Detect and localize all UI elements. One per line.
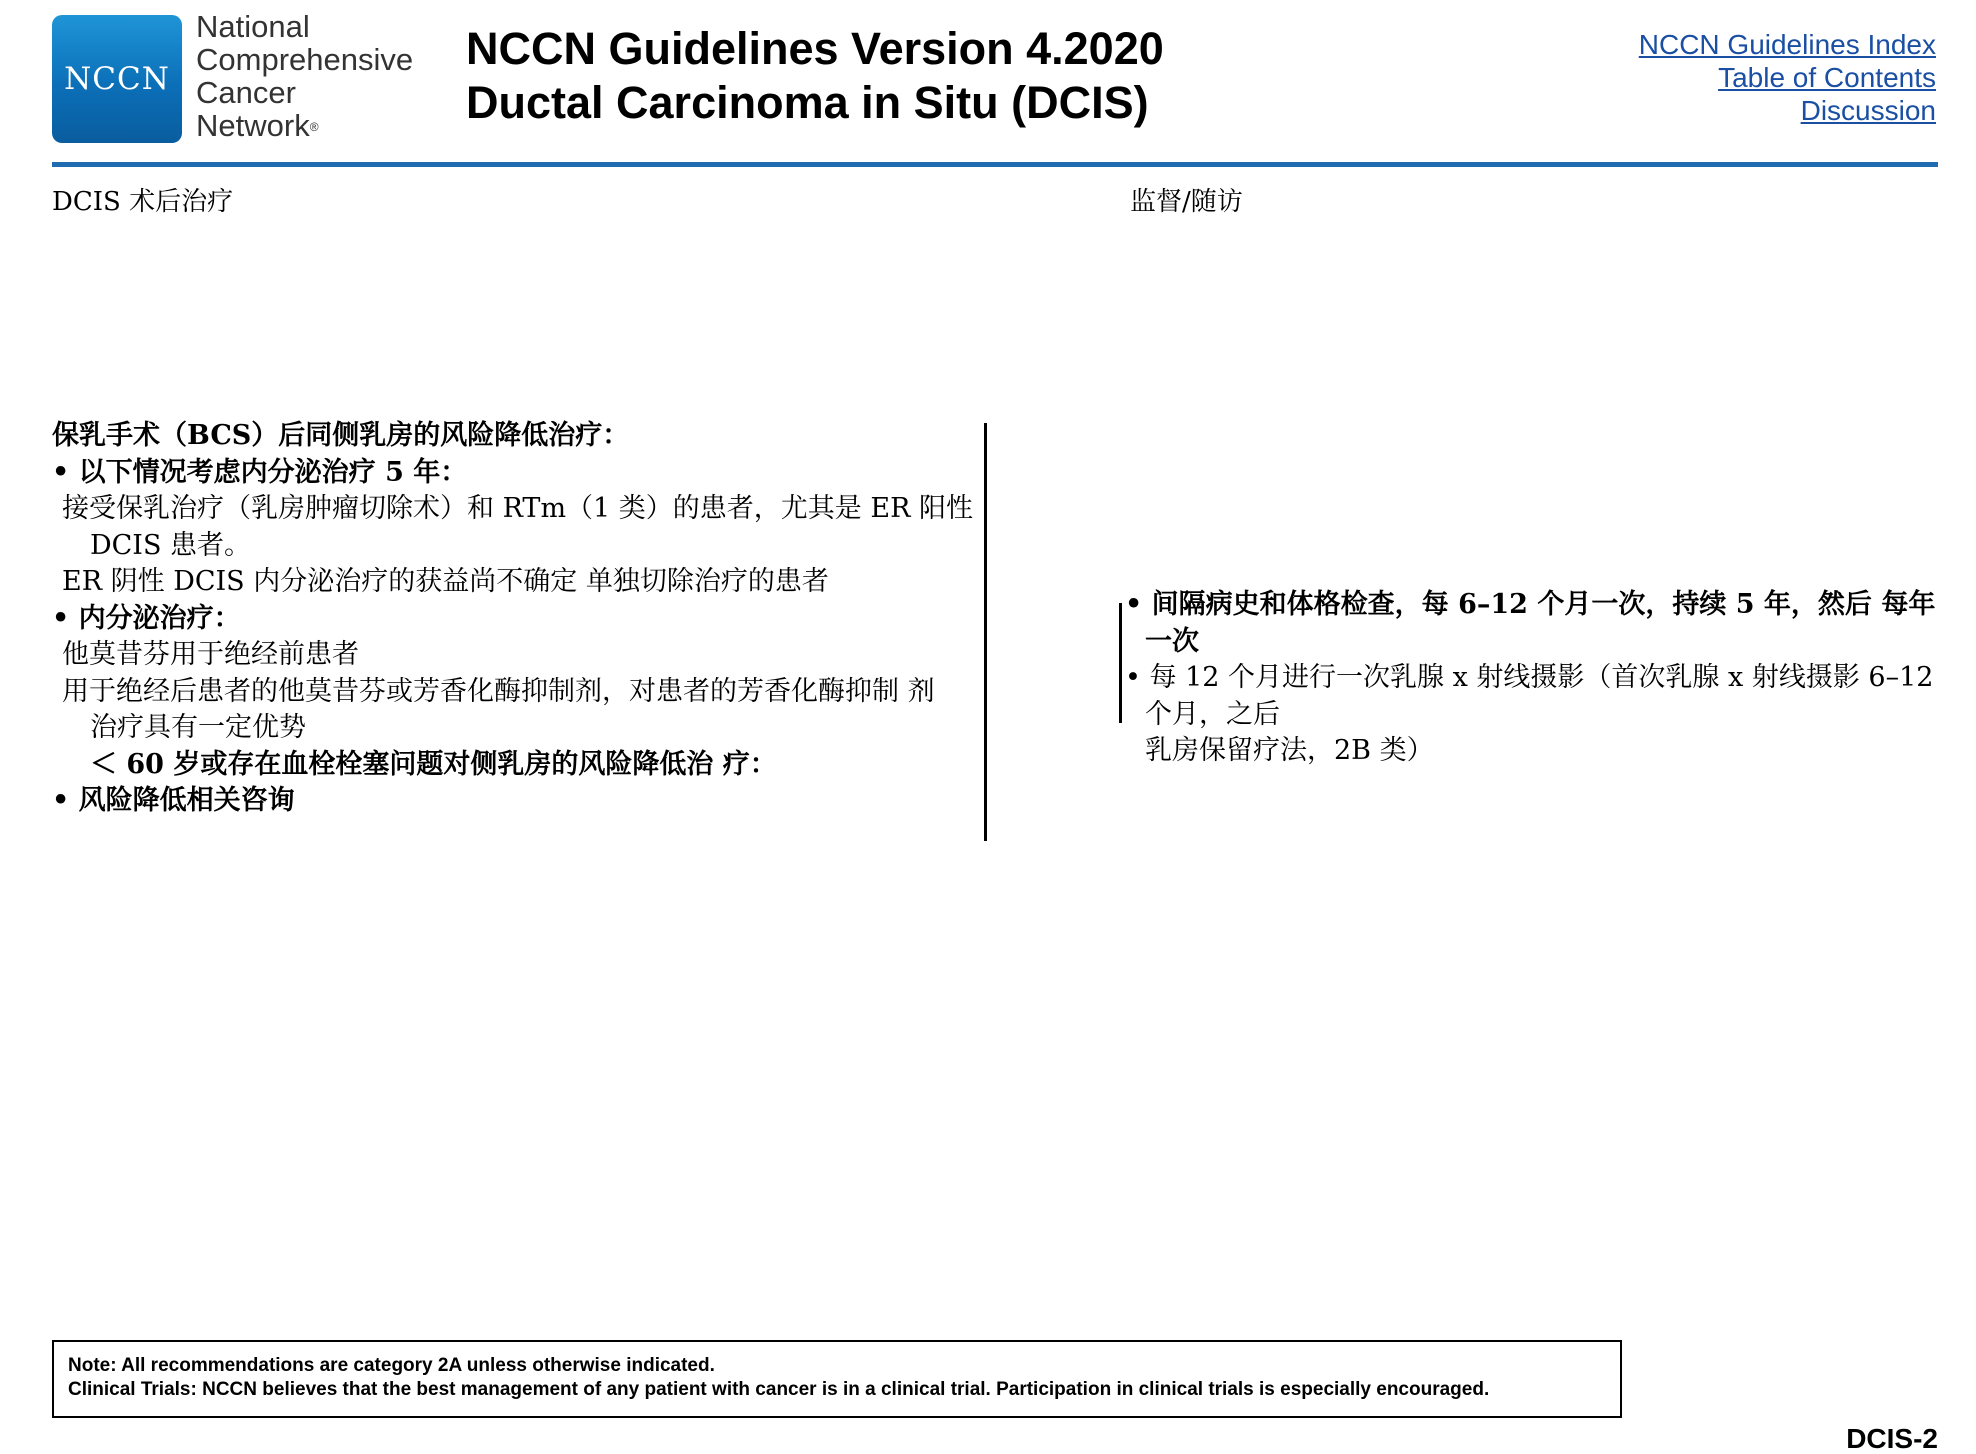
bullet-dot: • — [1125, 589, 1152, 620]
left-column-heading: DCIS 术后治疗 — [52, 187, 234, 217]
logo-text: NCCN — [64, 61, 170, 97]
endocrine-therapy-line-3: 治疗具有一定优势 — [90, 712, 306, 743]
endocrine-5yr-line-1: 接受保乳治疗（乳房肿瘤切除术）和 RTm（1 类）的患者，尤其是 ER 阳性 — [62, 493, 974, 524]
endocrine-5yr-bullet: • 以下情况考虑内分泌治疗 5 年： — [52, 455, 982, 492]
bcs-risk-reduction-heading: 保乳手术（BCS）后同侧乳房的风险降低治疗： — [52, 420, 630, 451]
organization-name — [196, 10, 446, 142]
table-of-contents-link[interactable]: Table of Contents — [1718, 62, 1936, 93]
endocrine-5yr-line-2: DCIS 患者。 — [90, 529, 252, 561]
surveillance-followup — [1125, 587, 1937, 770]
endocrine-therapy-line-4: ＜ 60 岁或存在血栓栓塞问题对侧乳房的风险降低治 疗： — [90, 748, 777, 780]
guidelines-index-link[interactable]: NCCN Guidelines Index — [1638, 29, 1936, 60]
risk-counseling-bullet: • 风险降低相关咨询 — [52, 783, 982, 820]
post-surgery-treatment — [52, 418, 982, 820]
document-title — [466, 22, 1366, 130]
title-topic: Ductal Carcinoma in Situ (DCIS) — [466, 77, 1149, 128]
endocrine-5yr-line-3: ER 阴性 DCIS 内分泌治疗的获益尚不确定 单独切除治疗的患者 — [62, 566, 829, 597]
registered-mark: ® — [309, 120, 319, 134]
discussion-link[interactable]: Discussion — [1800, 95, 1936, 126]
page-number: DCIS-2 — [1846, 1423, 1938, 1454]
footer-note — [52, 1340, 1622, 1418]
endocrine-therapy-line-2: 用于绝经后患者的他莫昔芬或芳香化酶抑制剂，对患者的芳香化酶抑制 剂 — [62, 675, 935, 707]
note-clinical-trials: Clinical Trials: NCCN believes that the best management of any patient with cancer is in a clinical trial. Participation in clinical trials is especially encouraged. — [68, 1379, 1490, 1400]
mammogram-line-3: 乳房保留疗法，2B 类） — [1145, 735, 1434, 766]
mammogram-text: 每 12 个月进行一次乳腺 x 射线摄影（首次乳腺 x 射线摄影 6–12 个月，之后 — [1145, 662, 1934, 730]
bullet-dot: • — [1125, 662, 1150, 693]
nccn-logo — [52, 15, 182, 143]
column-divider — [984, 423, 987, 841]
title-version: NCCN Guidelines Version 4.2020 — [466, 23, 1164, 74]
endocrine-therapy-bullet: • 内分泌治疗： — [52, 601, 982, 638]
note-categories: Note: All recommendations are category 2A unless otherwise indicated. — [68, 1355, 715, 1376]
endocrine-therapy-line-1: 他莫昔芬用于绝经前患者 — [62, 639, 359, 670]
org-line-4 — [196, 109, 446, 142]
org-line-2: Comprehensive — [196, 42, 414, 77]
mammogram-bullet — [1125, 660, 1937, 733]
org-line-4-text: Network — [196, 108, 310, 143]
history-exam-text: 间隔病史和体格检查，每 6–12 个月一次，持续 5 年，然后 每年一次 — [1145, 589, 1936, 657]
nav-links — [1536, 28, 1936, 127]
org-line-3: Cancer — [196, 75, 296, 110]
header-divider — [52, 162, 1938, 167]
history-exam-bullet — [1125, 587, 1937, 660]
right-column-heading: 监督/随访 — [1130, 187, 1243, 217]
follow-up-bracket — [1119, 603, 1122, 723]
org-line-1: National — [196, 9, 310, 44]
